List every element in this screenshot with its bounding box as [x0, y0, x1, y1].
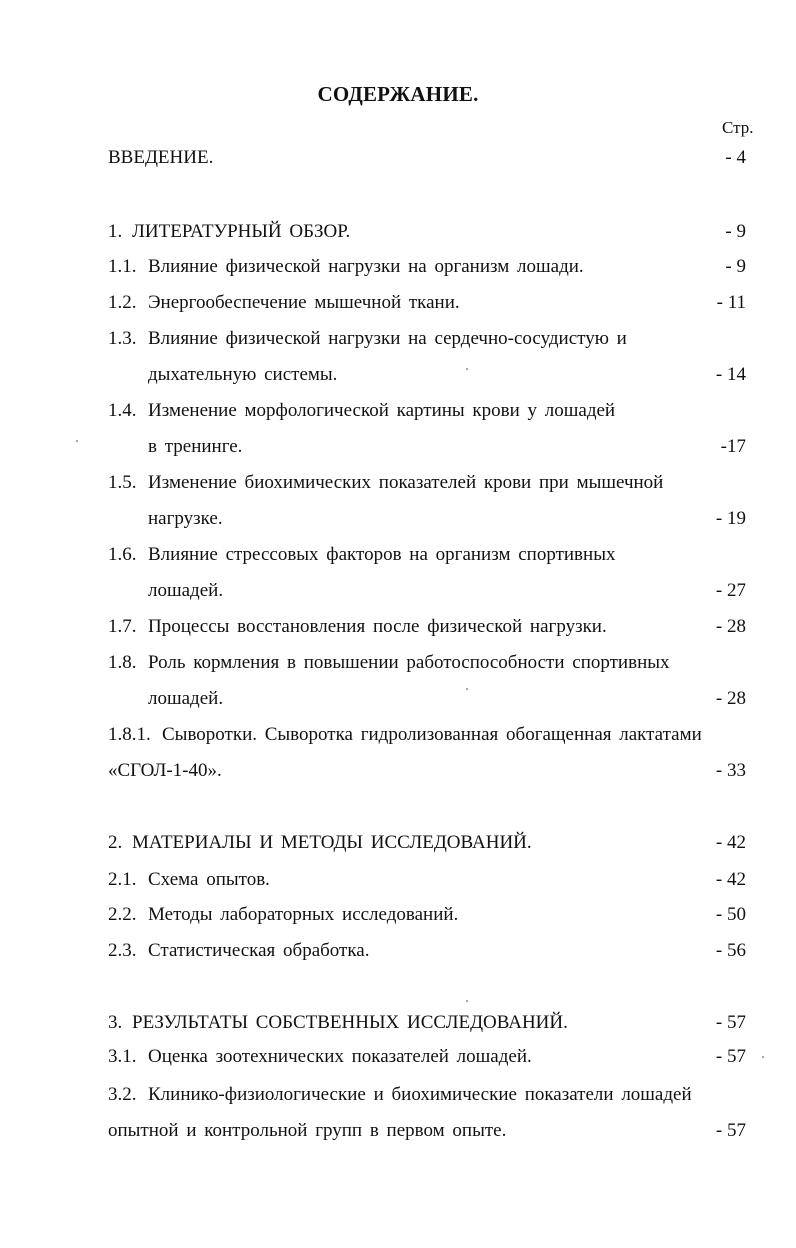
toc-entry-number: 1.8. — [108, 652, 137, 673]
toc-entry-text: Влияние физической нагрузки на организм лошади. — [148, 256, 584, 277]
toc-entry-number: 1.6. — [108, 544, 137, 565]
toc-entry-text: Клинико-физиологические и биохимические показатели лошадей — [148, 1084, 692, 1105]
toc-entry — [0, 292, 796, 324]
toc-entry-number: 2.2. — [108, 904, 137, 925]
toc-entry-page: - 57 — [715, 1120, 746, 1141]
toc-entry-number: 1.3. — [108, 328, 137, 349]
toc-entry-text: Изменение биохимических показателей крови при мышечной — [148, 472, 664, 493]
toc-entry-text: в тренинге. — [148, 436, 243, 457]
toc-entry-number: 3. — [108, 1012, 123, 1033]
page-column-label: Стр. — [722, 118, 754, 137]
toc-entry — [0, 832, 796, 864]
toc-entry-page: - 50 — [715, 904, 746, 925]
toc-entry-number: 1.5. — [108, 472, 137, 493]
toc-entry — [0, 869, 796, 901]
toc-entry-text: нагрузке. — [148, 508, 223, 529]
toc-entry-text: Методы лабораторных исследований. — [148, 904, 459, 925]
toc-entry-text: Оценка зоотехнических показателей лошадей. — [148, 1046, 532, 1067]
toc-entry-text: лошадей. — [148, 580, 224, 601]
toc-entry — [0, 1120, 796, 1152]
toc-entry-page: - 4 — [725, 147, 746, 168]
toc-entry-number: 3.2. — [108, 1084, 137, 1105]
toc-entry-number: 1.4. — [108, 400, 137, 421]
toc-entry — [0, 652, 796, 684]
scan-speck — [466, 1000, 468, 1002]
toc-entry-text: Энергообеспечение мышечной ткани. — [148, 292, 460, 313]
toc-entry-text: «СГОЛ-1-40». — [108, 760, 222, 781]
toc-entry-text: ЛИТЕРАТУРНЫЙ ОБЗОР. — [132, 221, 351, 242]
toc-entry — [0, 724, 796, 756]
toc-entry-number: 3.1. — [108, 1046, 137, 1067]
toc-entry-text: Статистическая обработка. — [148, 940, 370, 961]
toc-entry-page: -17 — [720, 436, 746, 457]
scan-speck — [762, 1056, 764, 1058]
toc-entry-text: ВВЕДЕНИЕ. — [108, 147, 214, 168]
toc-entry-page: - 28 — [715, 688, 746, 709]
toc-entry-page: - 33 — [715, 760, 746, 781]
toc-entry — [0, 328, 796, 360]
toc-entry-text: Влияние стрессовых факторов на организм спортивных — [148, 544, 616, 565]
toc-entry-page: - 9 — [725, 221, 746, 242]
toc-entry-number: 2. — [108, 832, 123, 853]
toc-entry-page: - 19 — [715, 508, 746, 529]
toc-entry — [0, 616, 796, 648]
toc-entry — [0, 364, 796, 396]
toc-entry-text: Схема опытов. — [148, 869, 270, 890]
toc-entry — [0, 221, 796, 253]
toc-entry-number: 1.1. — [108, 256, 137, 277]
toc-entry-number: 1. — [108, 221, 123, 242]
toc-entry — [0, 1012, 796, 1044]
toc-entry-number: 1.8.1. — [108, 724, 151, 745]
page-title: СОДЕРЖАНИЕ. — [317, 82, 479, 106]
toc-entry — [0, 544, 796, 576]
toc-entry — [0, 1046, 796, 1078]
toc-entry-text: Роль кормления в повышении работоспособности спортивных — [148, 652, 670, 673]
toc-entry — [0, 436, 796, 468]
toc-entry-page: - 9 — [725, 256, 746, 277]
toc-entry — [0, 1084, 796, 1116]
toc-entry — [0, 147, 796, 179]
toc-entry-text: опытной и контрольной групп в первом опыте. — [108, 1120, 507, 1141]
scan-speck — [76, 440, 78, 442]
toc-entry — [0, 580, 796, 612]
toc-entry — [0, 760, 796, 792]
toc-entry-number: 1.2. — [108, 292, 137, 313]
toc-entry-page: - 57 — [715, 1012, 746, 1033]
toc-entry-text: лошадей. — [148, 688, 224, 709]
toc-entry-page: - 11 — [716, 292, 746, 313]
scan-speck — [466, 368, 468, 370]
toc-entry — [0, 688, 796, 720]
toc-entry-page: - 56 — [715, 940, 746, 961]
toc-entry — [0, 508, 796, 540]
toc-entry-text: Сыворотки. Сыворотка гидролизованная обогащенная лактатами — [162, 724, 702, 745]
toc-entry-page: - 42 — [715, 832, 746, 853]
scan-speck — [466, 688, 468, 690]
toc-entry — [0, 400, 796, 432]
toc-entry-text: Процессы восстановления после физической нагрузки. — [148, 616, 607, 637]
toc-entry-text: дыхательную системы. — [148, 364, 338, 385]
toc-entry-text: МАТЕРИАЛЫ И МЕТОДЫ ИССЛЕДОВАНИЙ. — [132, 832, 532, 853]
toc-entry-page: - 27 — [715, 580, 746, 601]
toc-entry-page: - 42 — [715, 869, 746, 890]
toc-entry — [0, 472, 796, 504]
toc-entry-text: РЕЗУЛЬТАТЫ СОБСТВЕННЫХ ИССЛЕДОВАНИЙ. — [132, 1012, 568, 1033]
toc-entry — [0, 256, 796, 288]
toc-entry-text: Влияние физической нагрузки на сердечно-сосудистую и — [148, 328, 627, 349]
toc-entry-text: Изменение морфологической картины крови у лошадей — [148, 400, 616, 421]
toc-entry — [0, 904, 796, 936]
toc-entry-number: 2.3. — [108, 940, 137, 961]
toc-entry-number: 2.1. — [108, 869, 137, 890]
toc-entry-page: - 57 — [715, 1046, 746, 1067]
toc-entry — [0, 940, 796, 972]
toc-entry-number: 1.7. — [108, 616, 137, 637]
toc-entry-page: - 28 — [715, 616, 746, 637]
toc-entry-page: - 14 — [715, 364, 746, 385]
